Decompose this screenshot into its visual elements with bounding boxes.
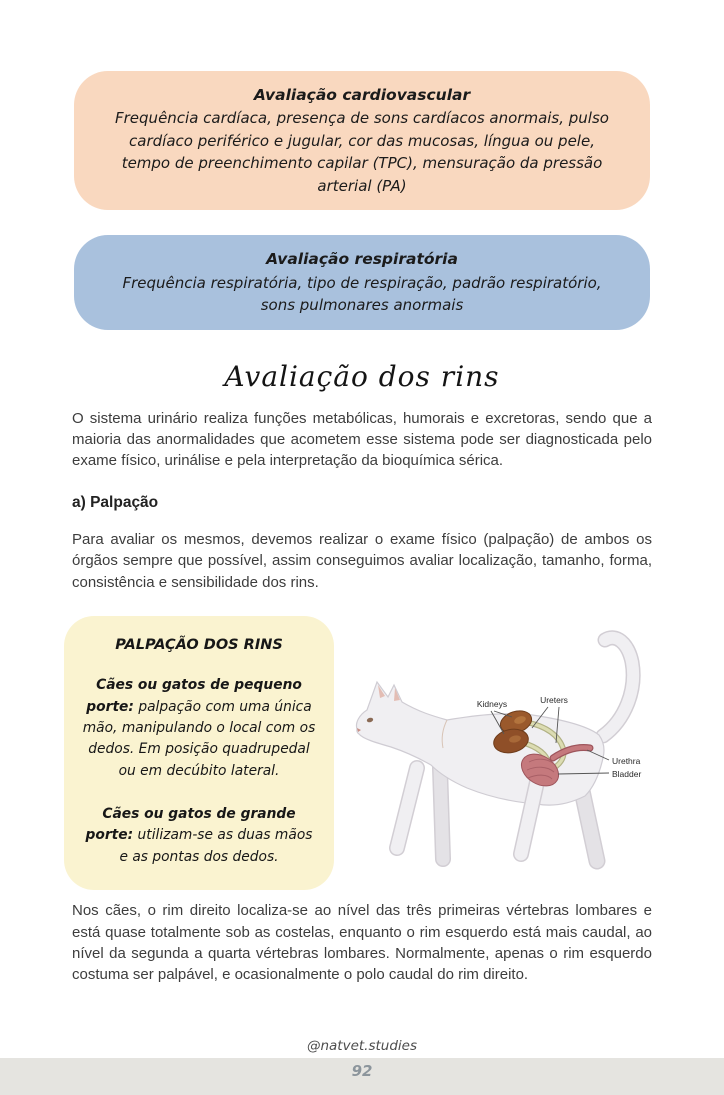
palpation-item-small-text: palpação com uma única mão, manipulando o local com os dedos. Em posição quadrupedal ou em decúbito lateral. <box>82 698 316 779</box>
paragraph-palpation: Para avaliar os mesmos, devemos realizar o exame físico (palpação) de ambos os órgãos sempre que possível, assim conseguimos avaliar localização, tamanho, forma, consistência e sensibilidade dos rins. <box>72 530 652 591</box>
palpation-section <box>64 616 660 890</box>
palpation-item-small <box>82 675 316 782</box>
palpation-item-large-label: Cães ou gatos de grande porte: <box>85 806 296 844</box>
card-cardiovascular-body: Frequência cardíaca, presença de sons cardíacos anormais, pulso cardíaco periférico e jugular, cor das mucosas, língua ou pele, tempo de preenchimento capilar (TPC), mensuração da pressão arterial (PA) <box>115 109 609 195</box>
card-cardiovascular-title: Avaliação cardiovascular <box>253 86 471 104</box>
label-ureters: Ureters <box>540 695 568 706</box>
card-respiratory <box>74 235 650 329</box>
label-kidneys: Kidneys <box>476 699 508 710</box>
paragraph-intro: O sistema urinário realiza funções metabólicas, humorais e excretoras, sendo que a maioria das anormalidades que acometem esse sistema pode ser diagnosticada pelo exame físico, urinálise e pela interpretação da bioquímica sérica. <box>72 409 652 470</box>
label-urethra: Urethra <box>612 756 641 767</box>
section-heading: Avaliação dos rins <box>224 359 500 393</box>
cat-urinary-anatomy-figure <box>347 616 657 881</box>
palpation-item-large-text: utilizam-se as duas mãos e as pontas dos dedos. <box>119 827 313 865</box>
footer-handle: @natvet.studies <box>306 1038 418 1054</box>
card-cardiovascular <box>74 71 650 210</box>
document-page <box>0 71 724 1095</box>
footer-band <box>0 1058 724 1095</box>
page-number: 92 <box>351 1062 373 1080</box>
subheading-palpacao: a) Palpação <box>72 493 159 511</box>
label-bladder: Bladder <box>612 769 642 780</box>
palpation-box-title: PALPAÇÃO DOS RINS <box>115 637 283 654</box>
palpation-item-small-label: Cães ou gatos de pequeno porte: <box>86 677 302 715</box>
cat-illustration <box>347 616 657 881</box>
card-respiratory-body: Frequência respiratória, tipo de respiração, padrão respiratório, sons pulmonares anormais <box>122 273 602 314</box>
palpation-item-large <box>82 804 316 868</box>
card-respiratory-title: Avaliação respiratória <box>266 250 458 269</box>
paragraph-kidney-location: Nos cães, o rim direito localiza-se ao nível das três primeiras vértebras lombares e está quase totalmente sob as costelas, enquanto o rim esquerdo está mais caudal, ao nível da segunda a quarta vértebras lombares. Normalmente, apenas o rim esquerdo costuma ser palpável, e ocasionalmente o polo caudal do rim direito. <box>72 902 652 984</box>
cat-tail <box>603 638 633 736</box>
palpation-callout-box <box>64 616 334 890</box>
